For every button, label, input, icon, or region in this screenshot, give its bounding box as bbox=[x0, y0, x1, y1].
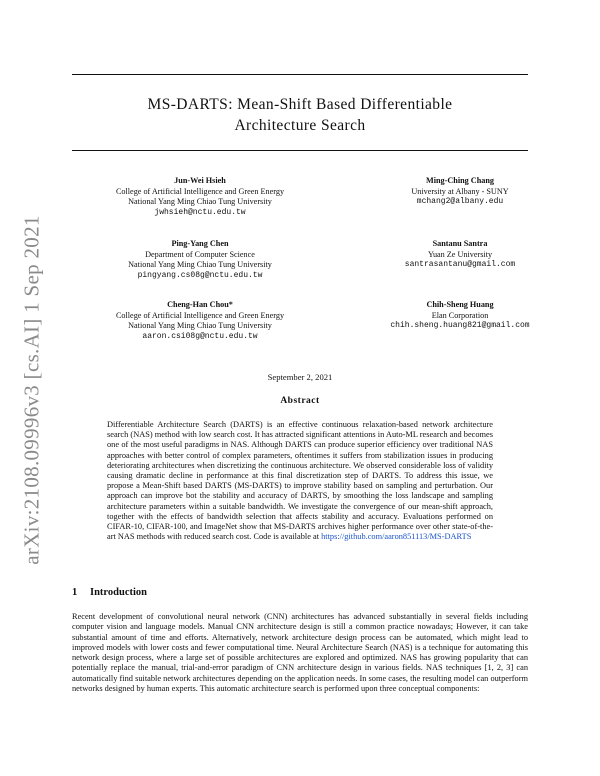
author-email: mchang2@albany.edu bbox=[416, 197, 504, 206]
author-affiliation: College of Artificial Intelligence and Green Energy bbox=[115, 310, 285, 320]
section-number: 1 bbox=[72, 587, 78, 598]
author-name: Jun-Wei Hsieh bbox=[174, 176, 226, 185]
arxiv-id: arXiv:2108.09996v3 [cs.AI] 1 Sep 2021 bbox=[19, 215, 44, 565]
author-card bbox=[60, 176, 340, 218]
author-affiliation: College of Artificial Intelligence and Green Energy bbox=[115, 186, 285, 196]
title-top-rule bbox=[72, 74, 528, 75]
author-affiliation: University at Albany - SUNY bbox=[411, 186, 509, 196]
publication-date: September 2, 2021 bbox=[267, 372, 333, 382]
author-card bbox=[360, 176, 560, 208]
section-heading bbox=[72, 587, 147, 598]
author-email: pingyang.cs08g@nctu.edu.tw bbox=[137, 270, 263, 280]
author-affiliation: National Yang Ming Chiao Tung University bbox=[128, 321, 272, 330]
author-name: Cheng-Han Chou* bbox=[167, 300, 233, 309]
author-affiliation: Department of Computer Science bbox=[145, 249, 255, 259]
title-bottom-rule bbox=[72, 150, 528, 151]
author-card bbox=[350, 300, 570, 332]
author-name: Ping-Yang Chen bbox=[171, 239, 229, 248]
author-email: chih.sheng.huang821@gmail.com bbox=[390, 321, 530, 330]
abstract-text: Differentiable Architecture Search (DARTS) is an effective continuous relaxation-based network architecture search (NAS) method with low search cost. It has attracted significant attentions in Auto-ML research and becomes one of the most useful paradigms in NAS. Although DARTS can produce superior efficiency over traditional NAS approaches with better control of complex parameters, oftentimes it suffers from stabilization issues in producing deteriorating architectures when discretizing the continuous architecture. We observed considerable loss of validity causing dramatic decline in performance at this final discretization step of DARTS. To address this issue, we propose a Mean-Shift based DARTS (MS-DARTS) to improve stability based on sampling and perturbation. Our approach can improve bot the stability and accuracy of DARTS, by smoothing the loss landscape and sampling architecture parameters within a suitable bandwidth. We investigate the convergence of our mean-shift approach, together with the effects of bandwidth selection that affects stability and accuracy. Evaluations performed on CIFAR-10, CIFAR-100, and ImageNet show that MS-DARTS archives higher performance over other state-of-the-art NAS methods with reduced search cost. Code is available at bbox=[107, 420, 493, 542]
author-card bbox=[60, 239, 340, 281]
author-email: santrasantanu@gmail.com bbox=[404, 260, 516, 269]
arxiv-sidebar-stamp bbox=[12, 190, 52, 590]
author-affiliation: Yuan Ze University bbox=[427, 249, 493, 259]
author-card bbox=[360, 239, 560, 271]
author-email: aaron.csi08g@nctu.edu.tw bbox=[142, 331, 258, 341]
author-affiliation: National Yang Ming Chiao Tung University bbox=[128, 260, 272, 269]
author-name: Santanu Santra bbox=[432, 239, 488, 248]
author-name: Ming-Ching Chang bbox=[425, 176, 495, 185]
author-affiliation: Elan Corporation bbox=[431, 310, 489, 320]
author-name: Chih-Sheng Huang bbox=[426, 300, 494, 309]
code-link[interactable]: https://github.com/aaron851113/MS-DARTS bbox=[321, 532, 472, 542]
abstract-heading: Abstract bbox=[280, 396, 320, 406]
abstract-body bbox=[107, 420, 493, 542]
section-title: Introduction bbox=[90, 587, 147, 598]
paper-title-line-1: MS-DARTS: Mean-Shift Based Differentiable bbox=[147, 96, 453, 113]
author-card bbox=[60, 300, 340, 342]
author-affiliation: National Yang Ming Chiao Tung University bbox=[128, 197, 272, 206]
paper-title-line-2: Architecture Search bbox=[234, 117, 366, 134]
author-email: jwhsieh@nctu.edu.tw bbox=[154, 207, 246, 217]
introduction-paragraph: Recent development of convolutional neural network (CNN) architectures has advanced substantially in several fields including computer vision and language models. Manual CNN architecture design is still a common practice nowadays; However, it can take substantial amount of time and efforts. Alternatively, network architecture design process can be automated, which might lead to improved models with lower costs and fewer computational time. Neural Architecture Search (NAS) is a technique for automating this network design process, where a large set of possible architectures are explored and optimized. NAS has growing popularity that can potentially replace the manual, trial-and-error paradigm of CNN architecture design in various fields. NAS techniques [1, 2, 3] can automatically find suitable network architectures depending on the application needs. In some cases, the resulting model can outperform networks designed by human experts. This automatic architecture search is performed upon three conceptual components: bbox=[72, 612, 528, 694]
